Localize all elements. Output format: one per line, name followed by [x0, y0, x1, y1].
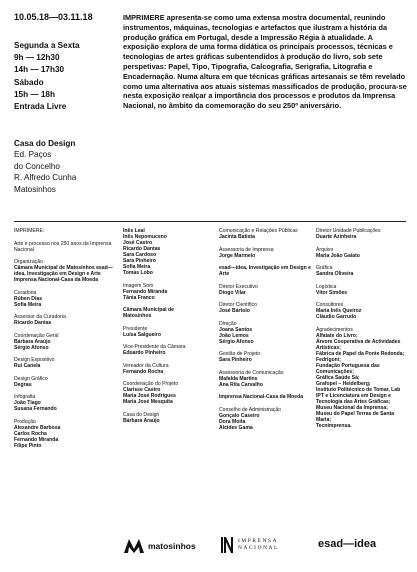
credit-names: Bárbara Araújo Sérgio Afonso: [14, 338, 51, 351]
credits-column-4: [316, 228, 408, 435]
credit-block: [14, 314, 118, 326]
credit-block: [123, 307, 199, 319]
credit-role: Gráfica: [316, 265, 333, 271]
credit-role: Design Gráfico: [14, 375, 48, 382]
credit-names: Jacinta Batista: [219, 234, 255, 240]
credit-role: Gestão de Projeto: [219, 351, 261, 357]
credit-block: [14, 394, 118, 412]
venue-address: [14, 138, 144, 195]
credit-names: Diogo Vilar: [219, 289, 246, 296]
credit-role: Infografia: [14, 394, 36, 400]
credit-role: Direção: [219, 320, 237, 327]
credit-block: [123, 363, 199, 375]
credit-block: [14, 333, 118, 351]
credit-block: [316, 284, 408, 296]
credit-role: Presidente: [123, 325, 148, 332]
credit-block: [219, 284, 311, 296]
credit-role: Arte e processo nos 250 anos da Imprensa Nacional: [14, 240, 112, 253]
credit-names: Câmara Municipal de Matosinhos esad—idea, Investigação em Design e Arte Imprensa Nacional-Casa da Moeda: [14, 265, 113, 283]
credit-block: [219, 265, 311, 277]
credit-names: Joana Santos João Lemos Sérgio Afonso: [219, 326, 254, 345]
credit-block: [14, 259, 118, 283]
credit-block: [219, 394, 311, 400]
schedule-line: Entrada Livre: [14, 102, 67, 112]
schedule-line: 9h — 12h30: [14, 53, 60, 63]
imprensa-line: IMPRENSA: [238, 538, 279, 544]
credit-names: Sara Pinheiro: [219, 357, 252, 363]
credit-names: Alexandre Barbosa Carlos Rocha Fernando Miranda Filipe Pinto: [14, 424, 61, 449]
credit-block: [14, 376, 118, 388]
schedule-line: Sábado: [14, 77, 44, 87]
credit-block: [123, 326, 199, 338]
credit-block: [316, 302, 408, 320]
credit-names: Sandra Oliveira: [316, 271, 354, 277]
credit-names: Clarisse Castro Maria José Rodrigues Maria José Mesquita: [123, 387, 176, 405]
credit-block: [219, 247, 311, 259]
credit-names: Maria João Gaiato: [316, 252, 360, 259]
credit-names: João Tiago Susana Fernando: [14, 400, 57, 412]
schedule-line: 15h — 18h: [14, 89, 55, 99]
description-brand: IMPRIMERE: [123, 13, 165, 22]
credit-role: Assessoria de Comunicação: [219, 369, 284, 376]
credit-role: Diretor Unidade Publicações: [316, 228, 381, 234]
credit-names: Fernando Rocha: [123, 368, 164, 375]
credit-block: [123, 381, 199, 405]
credit-names: Maria Inês Queiroz Cláudio Garrudo: [316, 308, 362, 320]
credit-role: Organização: [14, 259, 43, 265]
credit-names: Imprensa Nacional-Casa da Moeda: [219, 394, 304, 400]
credit-names: Ricardo Dantas: [14, 320, 52, 326]
credit-role: Assessoria de Imprensa: [219, 246, 274, 253]
credit-names: Mafalda Martins Ana Rita Carvalho: [219, 375, 263, 388]
credit-names: Duarte Azinheira: [316, 234, 357, 240]
credit-block: [123, 228, 199, 276]
credit-block: [219, 351, 311, 363]
credit-block: [219, 302, 311, 314]
credit-block: [219, 370, 311, 388]
credit-names: Rui Canela: [14, 363, 41, 369]
credit-role: Agradecimentos: [316, 326, 353, 333]
credit-block: [123, 344, 199, 356]
imprensa-nacional-emblem-icon: [221, 537, 233, 553]
credit-block: [316, 327, 408, 429]
credit-names: Degrau: [14, 381, 32, 388]
matosinhos-logo: [124, 539, 196, 553]
credit-block: [14, 357, 118, 369]
credit-names: esad—idea, Investigação em Design e Arte: [219, 265, 312, 277]
credit-names: Gonçalo Caseiro Dora Moita Alcides Gama: [219, 412, 260, 431]
credit-names: José Bártolo: [219, 308, 250, 314]
credit-names: Luísa Salgueiro: [123, 331, 161, 338]
credit-role: Logística: [316, 283, 337, 290]
credit-role: Consultores: [316, 302, 344, 308]
credit-names: Alfaiate do Livro; Árvore Cooperativa de Actividades Artísticas; Fábrica de Papel da Ponte Redonda; Fedrigoni; Fundação Portuguesa das Comunicações; Gráfica Saúde Sá; Grafopel – Heidelberg; Instituto Politécnico de Tomar, Lab IPT e Licenciatura em Design e Tecnologia das Artes Gráficas; Museu Nacional da Imprensa; Museu do Papel Terras de Santa Maria; Tecnimprensa.: [316, 332, 405, 429]
credit-role: Coordenação Geral: [14, 332, 59, 339]
schedule-line: Segunda a Sexta: [14, 41, 80, 50]
credit-block: [219, 407, 311, 431]
credit-names: Rúben Dias Sofia Meira: [14, 295, 43, 308]
venue-line: Matosinhos: [14, 184, 56, 194]
credit-role: Vereador da Cultura: [123, 362, 169, 369]
venue-line: Ed. Paços: [14, 150, 52, 160]
venue-name: Casa do Design: [14, 139, 76, 148]
credit-role: Conselho de Administração: [219, 406, 282, 413]
description-text: apresenta-se como uma extensa mostra documental, reunindo instrumentos, máquinas, tecnologias e artefactos que ilustram a história da produção gráfica em Portugal, desde a Impressão Régia à atualidade. A exposição explora de uma forma didática os principais processos, técnicas e tecnologias de artes gráficas subentendidos à produção do livro, sob sete perspetivas: Papel, Tipo, Tipografia, Calcografia, Serigrafia, Litografia e Encadernação. Numa altura em que técnicas gráficas artesanais se têm revelado como uma alternativa aos atuais sistemas massificados de produção, procura-se nesta exposição realçar a importância dos processos e produtos da Imprensa Nacional, no âmbito da comemoração do seu 250º aniversário.: [123, 13, 407, 111]
credit-block: [14, 241, 118, 253]
exhibition-dates: 10.05.18—03.11.18: [14, 12, 93, 22]
imprensa-nacional-wordmark: [238, 538, 279, 552]
credit-role: Coordenação do Projeto: [123, 381, 179, 387]
credit-role: Vice-Presidente da Câmara: [123, 344, 186, 350]
matosinhos-wordmark: matosinhos: [148, 541, 196, 551]
credit-role: Arquivo: [316, 246, 334, 253]
esad-idea-logo: esad—idea: [318, 538, 377, 550]
credit-block: [14, 290, 118, 308]
imprensa-nacional-logo: [221, 537, 279, 553]
credit-names: Inês Leal Inês Nepomuceno José Castro Ricardo Dantas Sara Cardoso Sara Pinheiro Sofia Meira Tomás Lobo: [123, 228, 167, 276]
credits-column-3: [219, 228, 311, 437]
venue-line: R. Alfredo Cunha: [14, 173, 77, 183]
credit-block: [14, 228, 118, 234]
credit-role: Diretor Científico: [219, 302, 257, 308]
credit-block: [316, 265, 408, 277]
credit-block: [14, 419, 118, 449]
credit-names: Jorge Marmelo: [219, 252, 256, 259]
credit-block: [123, 412, 199, 424]
exhibition-description: [123, 13, 409, 111]
venue-line: do Concelho: [14, 161, 60, 171]
credit-block: [123, 283, 199, 301]
matosinhos-m-icon: [124, 539, 144, 553]
partner-logos: [0, 535, 417, 565]
credit-role: Design Expositivo: [14, 357, 55, 363]
nacional-line: NACIONAL: [238, 545, 279, 551]
credit-role: Comunicação e Relações Públicas: [219, 228, 298, 234]
credit-block: [316, 247, 408, 259]
credit-block: [219, 228, 311, 240]
credit-role: Casa do Design: [123, 411, 160, 418]
credit-names: Bárbara Araújo: [123, 417, 160, 424]
credits-column-1: [14, 228, 118, 455]
credit-role: Diretor Executivo: [219, 283, 258, 290]
divider-line: [14, 221, 406, 222]
credit-role: Assessor da Curadoria: [14, 314, 66, 320]
credit-block: [219, 321, 311, 345]
credit-names: Vítor Simões: [316, 289, 348, 296]
credit-role: Produção: [14, 418, 36, 425]
credits-column-2: [123, 228, 199, 430]
credit-names: Câmara Municipal de Matosinhos: [123, 307, 174, 319]
credit-names: Fernando Miranda Tânia Franco: [123, 288, 168, 301]
credit-block: [316, 228, 408, 240]
schedule-line: 14h — 17h30: [14, 65, 65, 75]
credit-role: IMPRIMERE:: [14, 228, 45, 234]
credit-names: Eduardo Pinheiro: [123, 350, 166, 356]
credit-role: Imagem Som: [123, 282, 154, 289]
credit-role: Curadoria: [14, 289, 37, 296]
